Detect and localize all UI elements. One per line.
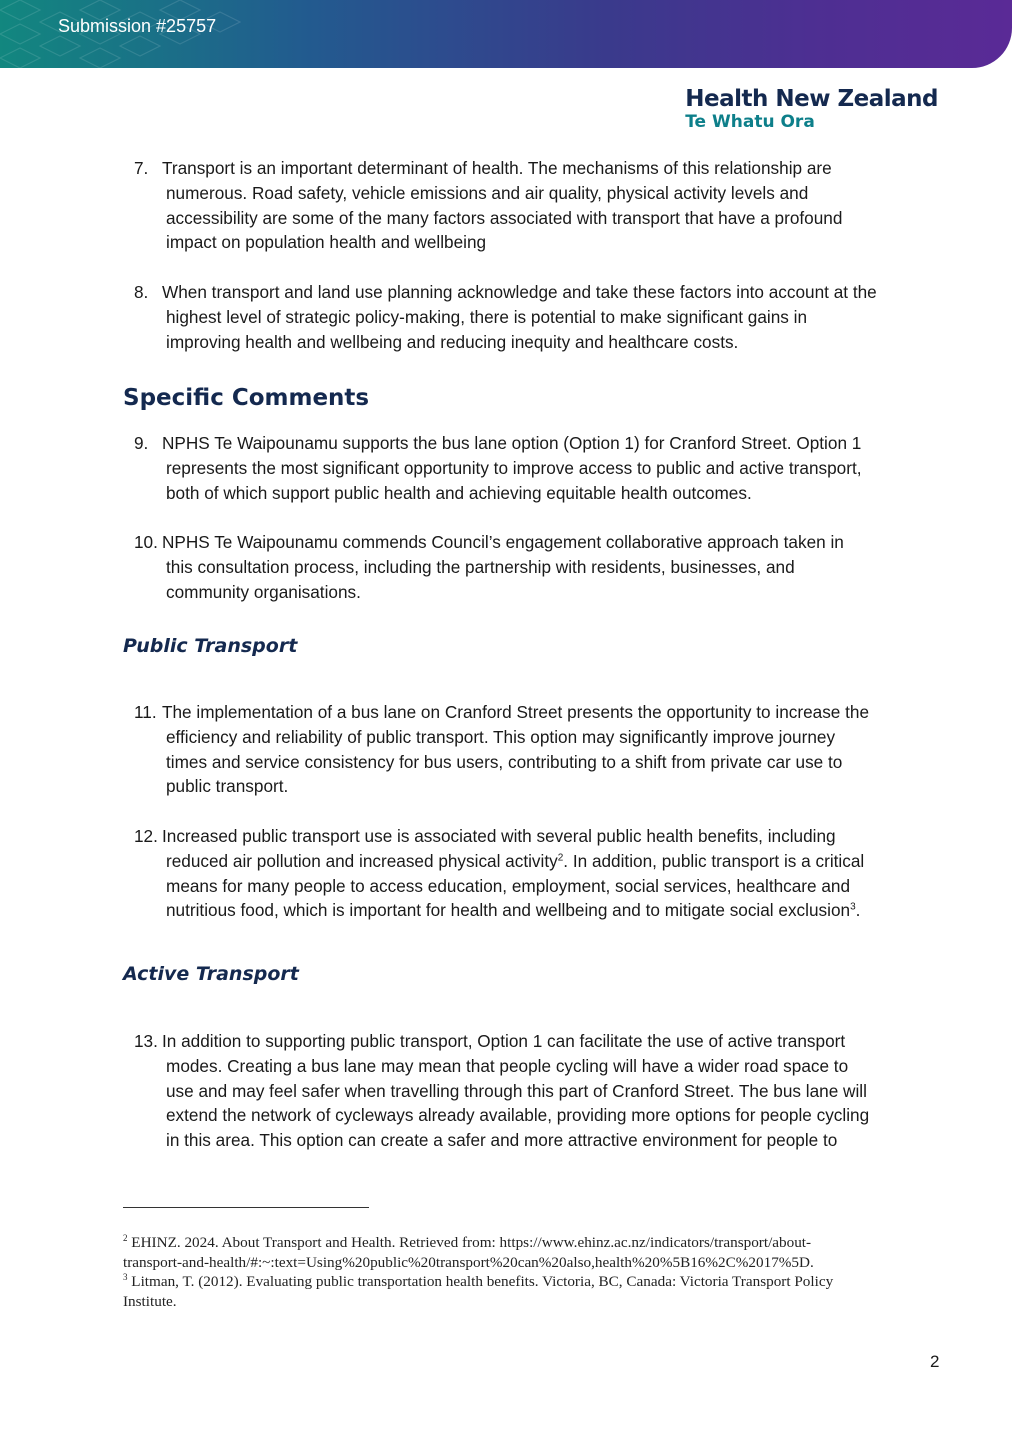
item-line: When transport and land use planning acknowledge and take these factors into account at the — [162, 282, 877, 302]
item-number: 9. — [134, 433, 149, 453]
item-number: 10. — [134, 532, 158, 552]
footnote-2 — [123, 1233, 943, 1272]
item-line-end: . — [855, 900, 861, 921]
footnote-mark: 2 — [123, 1232, 128, 1243]
item-line: accessibility are some of the many factors associated with transport that have a profound — [166, 207, 843, 228]
item-line: means for many people to access education, employment, social services, healthcare and — [166, 875, 851, 896]
heading-active-transport: Active Transport — [123, 963, 299, 985]
item-line: both of which support public health and achieving equitable health outcomes. — [166, 482, 752, 503]
list-item-11 — [134, 700, 944, 799]
item-line: public transport. — [166, 776, 289, 797]
item-line: in this area. This option can create a safer and more attractive environment for people to — [166, 1130, 838, 1151]
item-line: numerous. Road safety, vehicle emissions and air quality, physical activity levels and — [166, 182, 809, 203]
footnote-line: transport-and-health/#:~:text=Using%20public%20transport%20can%20also,health%20%5B16%2C%2017%5D. — [123, 1253, 814, 1271]
item-number: 11. — [134, 702, 157, 722]
footnote-3 — [123, 1272, 943, 1311]
submission-banner — [0, 0, 1012, 68]
footnote-mark: 3 — [123, 1272, 128, 1283]
list-item-10 — [134, 530, 944, 604]
list-item-8 — [134, 280, 944, 354]
page-number: 2 — [930, 1352, 940, 1371]
footnote-line: Litman, T. (2012). Evaluating public transportation health benefits. Victoria, BC, Canada: Victoria Transport Policy — [127, 1273, 834, 1291]
list-item-12 — [134, 824, 944, 923]
footnotes — [123, 1233, 943, 1311]
footnote-ref[interactable]: 2 — [557, 852, 564, 864]
item-line: NPHS Te Waipounamu commends Council’s engagement collaborative approach taken in — [162, 532, 844, 552]
item-line: efficiency and reliability of public transport. This option may significantly improve journey — [166, 726, 836, 747]
logo-sub-text: Te Whatu Ora — [685, 112, 815, 132]
item-line: In addition to supporting public transport, Option 1 can facilitate the use of active transport — [162, 1031, 846, 1051]
list-item-7 — [134, 156, 944, 255]
item-number: 7. — [134, 158, 149, 178]
item-line: use and may feel safer when travelling through this part of Cranford Street. The bus lane will — [166, 1080, 867, 1101]
item-number: 8. — [134, 282, 149, 302]
item-line: times and service consistency for bus users, contributing to a shift from private car use to — [166, 751, 843, 772]
item-line: represents the most significant opportunity to improve access to public and active transport, — [166, 457, 862, 478]
item-line: extend the network of cycleways already available, providing more options for people cycling — [166, 1105, 870, 1126]
list-item-13 — [134, 1029, 944, 1153]
footnote-divider — [123, 1207, 369, 1208]
item-number: 13. — [134, 1031, 158, 1051]
item-line: impact on population health and wellbeing — [166, 232, 487, 253]
logo-main-text: Health New Zealand — [685, 86, 938, 112]
item-line: highest level of strategic policy-making, there is potential to make significant gains in — [166, 306, 808, 327]
health-nz-logo — [685, 86, 938, 132]
item-number: 12. — [134, 826, 158, 846]
item-line: nutritious food, which is important for health and wellbeing and to mitigate social exclusion — [166, 900, 851, 921]
list-item-9 — [134, 431, 944, 505]
item-line-continuation: . In addition, public transport is a critical — [563, 850, 865, 871]
item-line: this consultation process, including the partnership with residents, businesses, and — [166, 556, 795, 577]
footnote-ref[interactable]: 3 — [850, 901, 856, 913]
item-line: community organisations. — [166, 581, 361, 602]
item-line: modes. Creating a bus lane may mean that people cycling will have a wider road space to — [166, 1055, 849, 1076]
footnote-line: EHINZ. 2024. About Transport and Health. Retrieved from: https://www.ehinz.ac.nz/indicators/transport/about- — [127, 1234, 812, 1251]
item-line: reduced air pollution and increased physical activity — [166, 850, 558, 871]
item-line: NPHS Te Waipounamu supports the bus lane option (Option 1) for Cranford Street. Option 1 — [162, 433, 862, 453]
item-line: improving health and wellbeing and reducing inequity and healthcare costs. — [166, 331, 739, 352]
item-line: Increased public transport use is associated with several public health benefits, including — [162, 826, 836, 846]
submission-title: Submission #25757 — [58, 16, 217, 36]
heading-public-transport: Public Transport — [123, 635, 298, 657]
heading-specific-comments: Specific Comments — [123, 385, 370, 411]
footnote-line: Institute. — [123, 1292, 177, 1310]
item-line: The implementation of a bus lane on Cranford Street presents the opportunity to increase the — [162, 702, 870, 722]
item-line: Transport is an important determinant of health. The mechanisms of this relationship are — [162, 158, 832, 178]
